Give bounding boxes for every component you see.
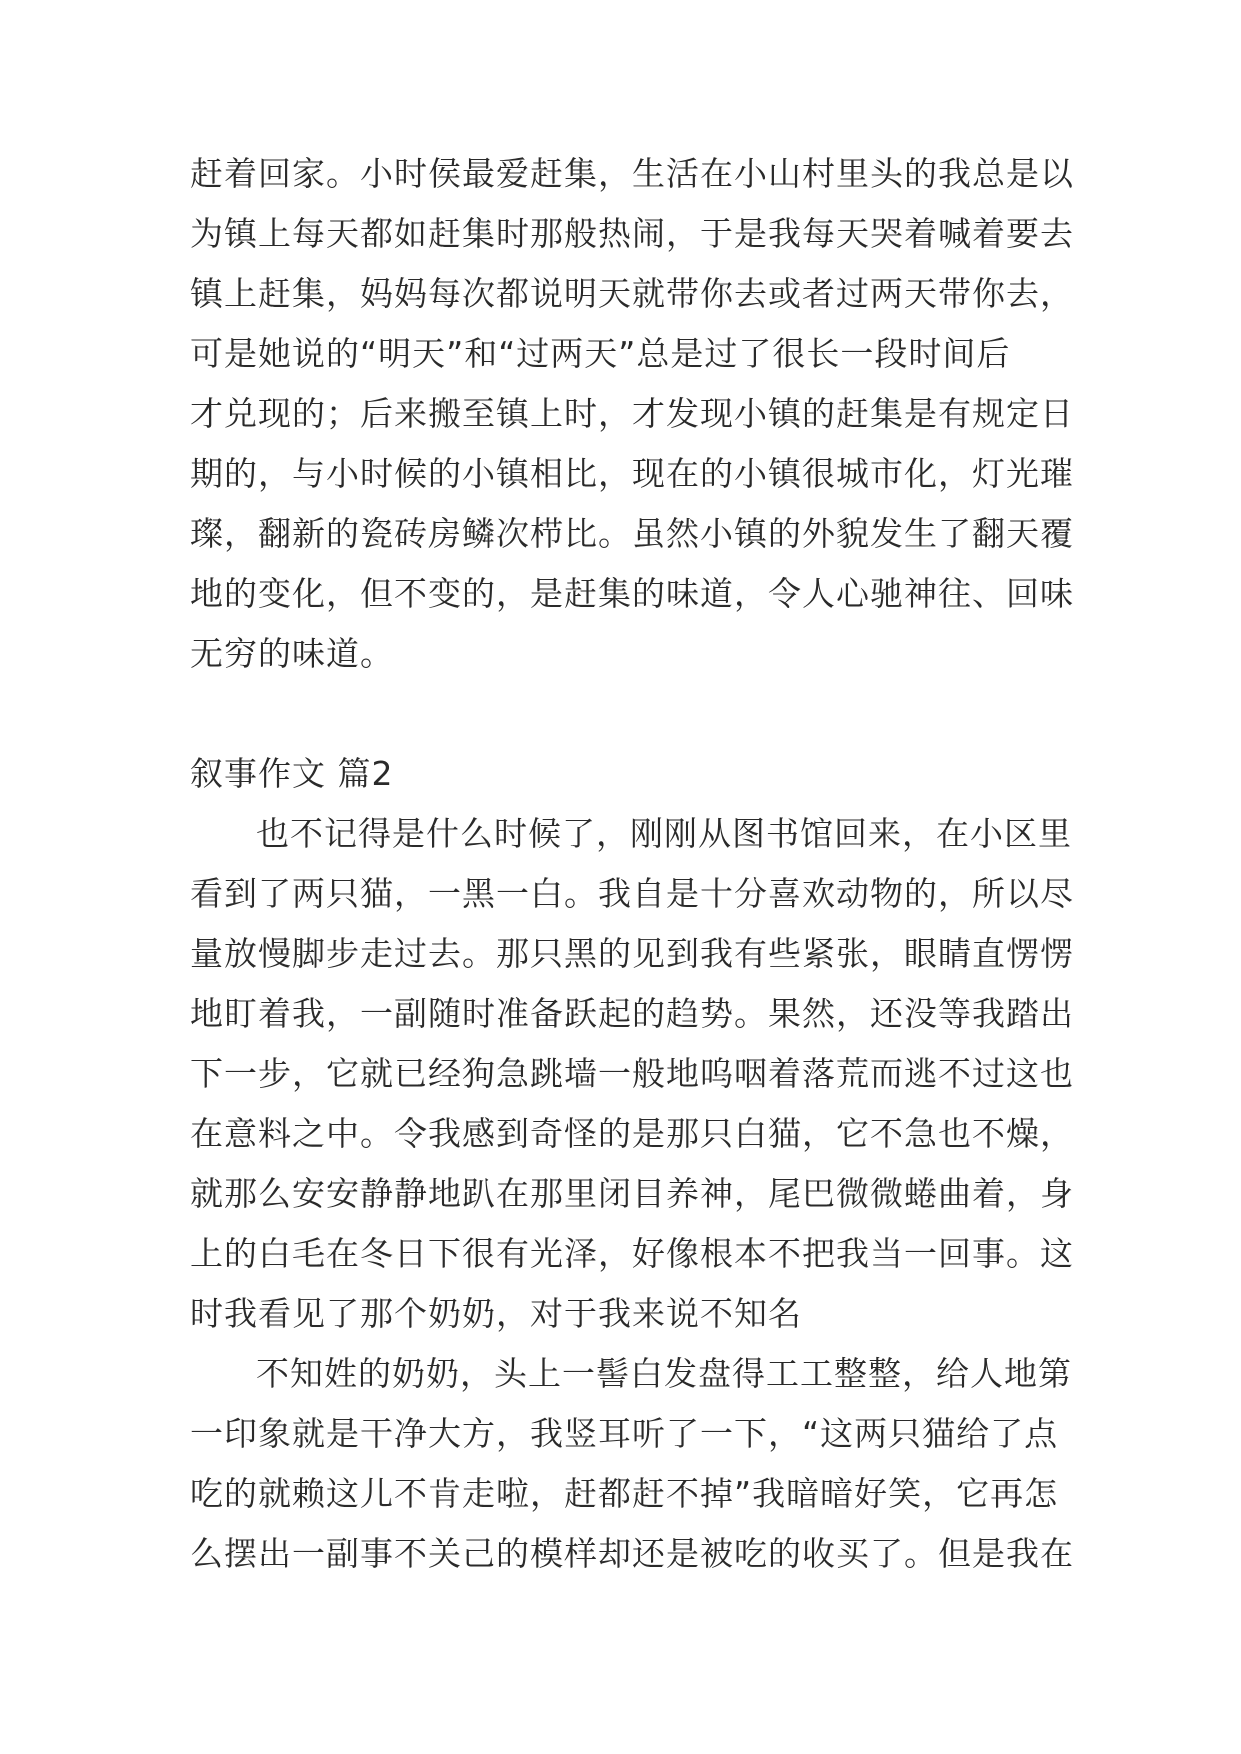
section-heading: 叙事作文 篇2 (190, 754, 394, 793)
paragraph-3-line-4: 么摆出一副事不关己的模样却还是被吃的收买了。但是我在 (190, 1534, 1074, 1573)
paragraph-1-line-1: 赶着回家。小时侯最爱赶集，生活在小山村里头的我总是以 (190, 154, 1074, 193)
paragraph-2-line-1: 也不记得是什么时候了，刚刚从图书馆回来，在小区里 (256, 814, 1072, 853)
paragraph-1-line-9: 无穷的味道。 (190, 634, 394, 673)
paragraph-2-line-8: 上的白毛在冬日下很有光泽，好像根本不把我当一回事。这 (190, 1234, 1074, 1273)
paragraph-2-line-4: 地盯着我，一副随时准备跃起的趋势。果然，还没等我踏出 (190, 994, 1074, 1033)
paragraph-1-line-3: 镇上赶集，妈妈每次都说明天就带你去或者过两天带你去， (190, 274, 1074, 313)
paragraph-1-line-2: 为镇上每天都如赶集时那般热闹，于是我每天哭着喊着要去 (190, 214, 1074, 253)
paragraph-2-line-6: 在意料之中。令我感到奇怪的是那只白猫，它不急也不燥， (190, 1114, 1074, 1153)
paragraph-2-line-2: 看到了两只猫，一黑一白。我自是十分喜欢动物的，所以尽 (190, 874, 1074, 913)
paragraph-3-line-1: 不知姓的奶奶，头上一髻白发盘得工工整整，给人地第 (256, 1354, 1072, 1393)
paragraph-1-line-7: 璨，翻新的瓷砖房鳞次栉比。虽然小镇的外貌发生了翻天覆 (190, 514, 1074, 553)
paragraph-3-line-3: 吃的就赖这儿不肯走啦，赶都赶不掉”我暗暗好笑，它再怎 (190, 1474, 1059, 1513)
paragraph-1-line-5: 才兑现的；后来搬至镇上时，才发现小镇的赶集是有规定日 (190, 394, 1074, 433)
paragraph-2-line-7: 就那么安安静静地趴在那里闭目养神，尾巴微微蜷曲着，身 (190, 1174, 1074, 1213)
paragraph-1-line-8: 地的变化，但不变的，是赶集的味道，令人心驰神往、回味 (190, 574, 1074, 613)
paragraph-1-line-6: 期的，与小时候的小镇相比，现在的小镇很城市化，灯光璀 (190, 454, 1074, 493)
paragraph-2-line-9: 时我看见了那个奶奶，对于我来说不知名 (190, 1294, 802, 1333)
paragraph-1-line-4: 可是她说的“明天”和“过两天”总是过了很长一段时间后 (190, 334, 1011, 373)
paragraph-2-line-3: 量放慢脚步走过去。那只黑的见到我有些紧张，眼睛直愣愣 (190, 934, 1074, 973)
paragraph-2-line-5: 下一步，它就已经狗急跳墙一般地呜咽着落荒而逃不过这也 (190, 1054, 1074, 1093)
paragraph-3-line-2: 一印象就是干净大方，我竖耳听了一下，“这两只猫给了点 (190, 1414, 1059, 1453)
